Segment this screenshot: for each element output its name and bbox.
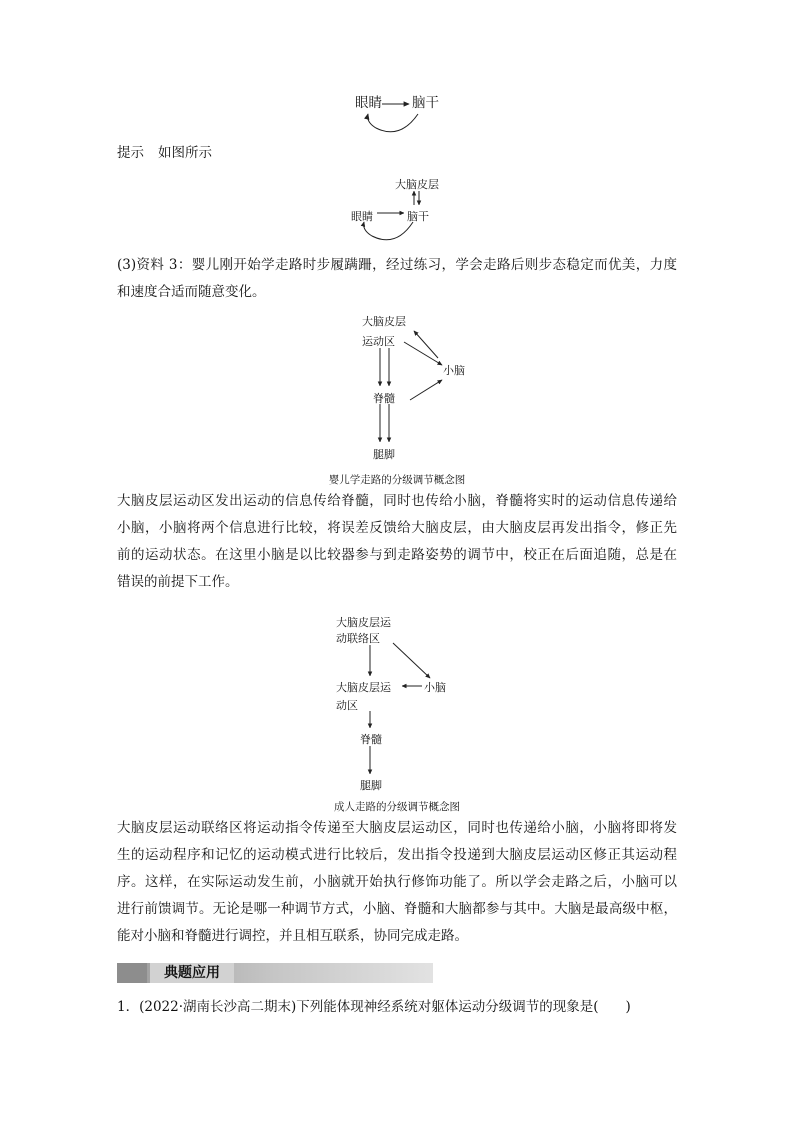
paragraph2: [117, 815, 677, 950]
paragraph1-line: 前的运动状态。在这里小脑是以比较器参与到走路姿势的调节中，校正在后面追随，总是在: [117, 547, 677, 563]
section-band-marker: [117, 963, 147, 983]
node-cortex: 大脑皮层: [395, 178, 439, 191]
node-brainstem: 脑干: [412, 95, 439, 111]
node-cerebellum: 小脑: [443, 364, 465, 377]
node-brainstem: 脑干: [407, 210, 429, 223]
node-cortex-line2: 运动区: [362, 335, 395, 348]
node-cortex-line1: 大脑皮层: [362, 315, 406, 328]
node-eyes: 眼睛: [355, 95, 382, 111]
paragraph1-line: 错误的前提下工作。: [117, 574, 239, 590]
node-eyes: 眼睛: [351, 210, 373, 223]
paragraph2-line: 能对小脑和脊髓进行调控，并且相互联系，协同完成走路。: [117, 928, 468, 944]
material3-line1: (3)资料 3：婴儿刚开始学走路时步履蹒跚，经过练习，学会走路后则步态稳定而优美，力度: [117, 257, 677, 273]
adult-diagram-caption: 成人走路的分级调节概念图: [334, 801, 460, 813]
hint-label: 提示: [117, 145, 144, 161]
question-1: 1．(2022·湖南长沙高二期末)下列能体现神经系统对躯体运动分级调节的现象是( ): [117, 999, 631, 1015]
paragraph2-line: 生的运动程序和记忆的运动模式进行比较后，发出指令投递到大脑皮层运动区修正其运动程: [117, 847, 677, 863]
paragraph2-line: 大脑皮层运动联络区将运动指令传递至大脑皮层运动区，同时也传递给小脑，小脑将即将发: [117, 820, 677, 836]
section-title: 典题应用: [150, 963, 234, 983]
node-legs: 腿脚: [373, 448, 395, 461]
material3-line2: 和速度合适而随意变化。: [117, 284, 266, 300]
node-spinal-cord: 脊髓: [360, 733, 382, 746]
node-assoc-line2: 动联络区: [336, 632, 380, 645]
hint-text: 如图所示: [158, 145, 212, 161]
paragraph2-line: 进行前馈调节。无论是哪一种调节方式，小脑、脊髓和大脑都参与其中。大脑是最高级中枢，: [117, 901, 677, 917]
paragraph2-line: 序。这样，在实际运动发生前，小脑就开始执行修饰功能了。所以学会走路之后，小脑可以: [117, 874, 677, 890]
infant-diagram-caption: 婴儿学走路的分级调节概念图: [328, 474, 466, 486]
node-assoc-line1: 大脑皮层运: [336, 616, 391, 629]
node-cerebellum: 小脑: [424, 681, 446, 694]
node-spinal-cord: 脊髓: [373, 392, 395, 405]
node-legs: 腿脚: [360, 779, 382, 792]
node-motor-line1: 大脑皮层运: [336, 681, 391, 694]
arrow-assoc-to-cerebellum: [393, 643, 430, 678]
node-motor-line2: 动区: [336, 699, 358, 712]
paragraph1-line: 大脑皮层运动区发出运动的信息传给脊髓，同时也传给小脑，脊髓将实时的运动信息传递给: [117, 493, 677, 509]
paragraph1-line: 小脑，小脑将两个信息进行比较，将误差反馈给大脑皮层，由大脑皮层再发出指令，修正先: [117, 520, 677, 536]
